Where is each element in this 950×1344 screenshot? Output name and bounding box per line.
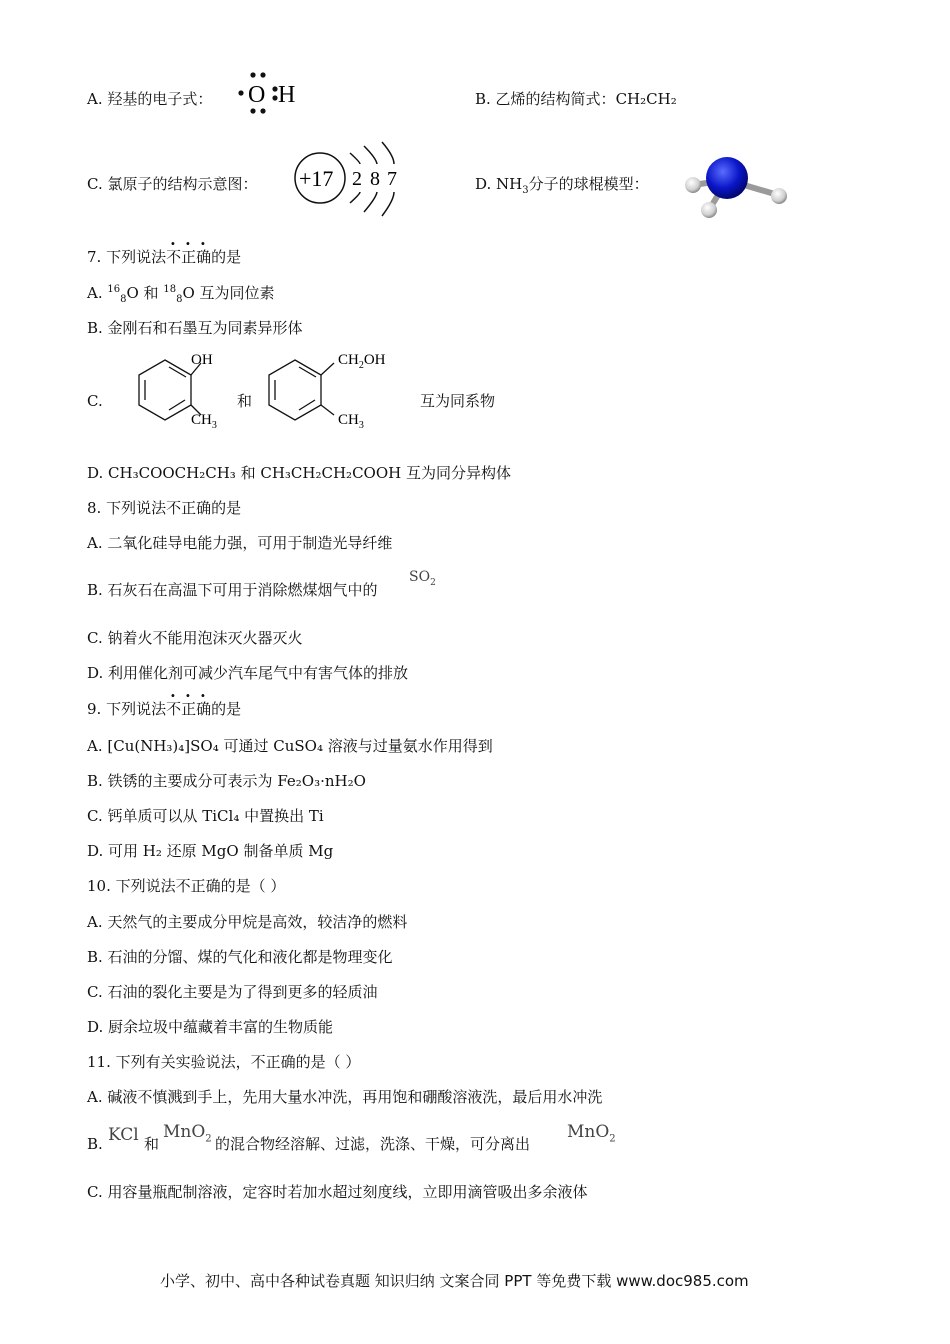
q6-option-a: [87, 89, 212, 109]
q6-option-a-label: A. 羟基的电子式：: [87, 90, 213, 108]
q10-option-b: B. 石油的分馏、煤的气化和液化都是物理变化: [87, 948, 393, 966]
oxygen-symbol: O: [248, 82, 266, 108]
q7-option-c-label: C.: [87, 392, 103, 410]
kcl-formula: KCl: [108, 1125, 139, 1145]
q7-stem-pre: 7. 下列说法: [87, 248, 167, 266]
q8-option-b: [87, 580, 378, 600]
q10-option-a: A. 天然气的主要成分甲烷是高效，较洁净的燃料: [87, 913, 408, 931]
q11-option-c: C. 用容量瓶配制溶液，定容时若加水超过刻度线，立即用滴管吸出多余液体: [87, 1183, 588, 1201]
q11-option-b-and: 和: [144, 1135, 160, 1153]
ch3-label: $CH_3$: [191, 412, 217, 431]
mno2-formula-2: MnO$_2$: [567, 1122, 616, 1145]
q7-option-b: B. 金刚石和石墨互为同素异形体: [87, 319, 303, 337]
q9-option-d: D. 可用 H₂ 还原 MgO 制备单质 Mg: [87, 842, 334, 860]
q11-option-b: [87, 1134, 103, 1154]
q9-stem-pre: 9. 下列说法: [87, 700, 167, 718]
q9-stem: [87, 699, 241, 719]
ch3-label: $CH_3$: [338, 412, 364, 431]
q6-option-c-label: C. 氯原子的结构示意图：: [87, 175, 258, 193]
hydroxyl-electron-formula: [236, 70, 300, 116]
shell-1: 2: [352, 168, 362, 190]
q11-option-a: A. 碱液不慎溅到手上，先用大量水冲洗，再用饱和硼酸溶液洗，最后用水冲洗: [87, 1088, 603, 1106]
q7-option-a: A. $^{16}_8$O 和 $^{18}_8$O 互为同位素: [87, 284, 275, 305]
emphasis-char: 确: [196, 700, 212, 718]
q7-stem-post: 的是: [211, 248, 242, 266]
q7-option-c-tail: 互为同系物: [420, 392, 496, 410]
q8-option-c: C. 钠着火不能用泡沫灭火器灭火: [87, 629, 303, 647]
q11-option-b-mid: 的混合物经溶解、过滤，洗涤、干燥，可分离出: [215, 1135, 531, 1153]
q7-option-a-text: O 和: [126, 284, 164, 302]
q8-option-d: D. 利用催化剂可减少汽车尾气中有害气体的排放: [87, 664, 409, 682]
q8-stem: 8. 下列说法不正确的是: [87, 499, 242, 517]
q11-stem: 11. 下列有关实验说法，不正确的是（ ）: [87, 1053, 361, 1071]
q8-option-a: A. 二氧化硅导电能力强，可用于制造光导纤维: [87, 534, 393, 552]
emphasis-char: 不: [166, 248, 182, 266]
q9-option-a: A. [Cu(NH₃)₄]SO₄ 可通过 CuSO₄ 溶液与过量氨水作用得到: [87, 737, 493, 755]
ethylene-formula: CH₂CH₂: [615, 90, 677, 108]
shell-2: 8: [370, 168, 380, 190]
mno2-formula: MnO$_2$: [163, 1122, 212, 1145]
q7-stem: [87, 247, 241, 267]
q6-option-b-label: B. 乙烯的结构简式：: [475, 90, 616, 108]
nh3-ball-stick-model: [675, 152, 795, 224]
oh-label: OH: [191, 352, 213, 368]
q8-option-b-text: B. 石灰石在高温下可用于消除燃煤烟气中的: [87, 581, 378, 599]
q6-option-c: [87, 174, 257, 194]
q7-option-a-text2: O 互为同位素: [182, 284, 275, 302]
q6-option-d-label-tail: 分子的球棍模型：: [528, 175, 649, 193]
q6-option-d-label: D. NH: [475, 175, 523, 193]
shell-3: 7: [387, 168, 397, 190]
q10-option-d: D. 厨余垃圾中蕴藏着丰富的生物质能: [87, 1018, 334, 1036]
hydrogen-symbol: H: [278, 82, 296, 108]
q9-stem-post: 的是: [211, 700, 242, 718]
footer-ad: 小学、初中、高中各种试卷真题 知识归纳 文案合同 PPT 等免费下载 www.doc985.com: [160, 1272, 749, 1290]
q10-option-c: C. 石油的裂化主要是为了得到更多的轻质油: [87, 983, 378, 1001]
emphasis-char: 正: [181, 248, 197, 266]
q9-option-c: C. 钙单质可以从 TiCl₄ 中置换出 Ti: [87, 807, 324, 825]
emphasis-char: 确: [196, 248, 212, 266]
emphasis-char: 不: [166, 700, 182, 718]
q7-option-c-and: 和: [237, 392, 253, 410]
q7-option-d: D. CH₃COOCH₂CH₃ 和 CH₃CH₂CH₂COOH 互为同分异构体: [87, 464, 511, 482]
emphasis-char: 正: [181, 700, 197, 718]
q6-option-d: D. $NH_3$分子的球棍模型：: [475, 175, 649, 196]
q9-option-b: B. 铁锈的主要成分可表示为 Fe₂O₃·nH₂O: [87, 772, 366, 790]
nucleus-charge: +17: [299, 166, 334, 191]
q6-option-b: [475, 89, 677, 109]
q11-option-b-label: B.: [87, 1135, 103, 1153]
o-methylphenol-structure: [115, 345, 230, 435]
ch2oh-label: $CH_2OH$: [338, 352, 386, 371]
chlorine-atom-diagram: [290, 140, 410, 220]
q10-stem: 10. 下列说法不正确的是（ ）: [87, 877, 286, 895]
o-methylbenzyl-alcohol-structure: [262, 345, 412, 435]
so2-formula: $SO_2$: [409, 569, 436, 588]
